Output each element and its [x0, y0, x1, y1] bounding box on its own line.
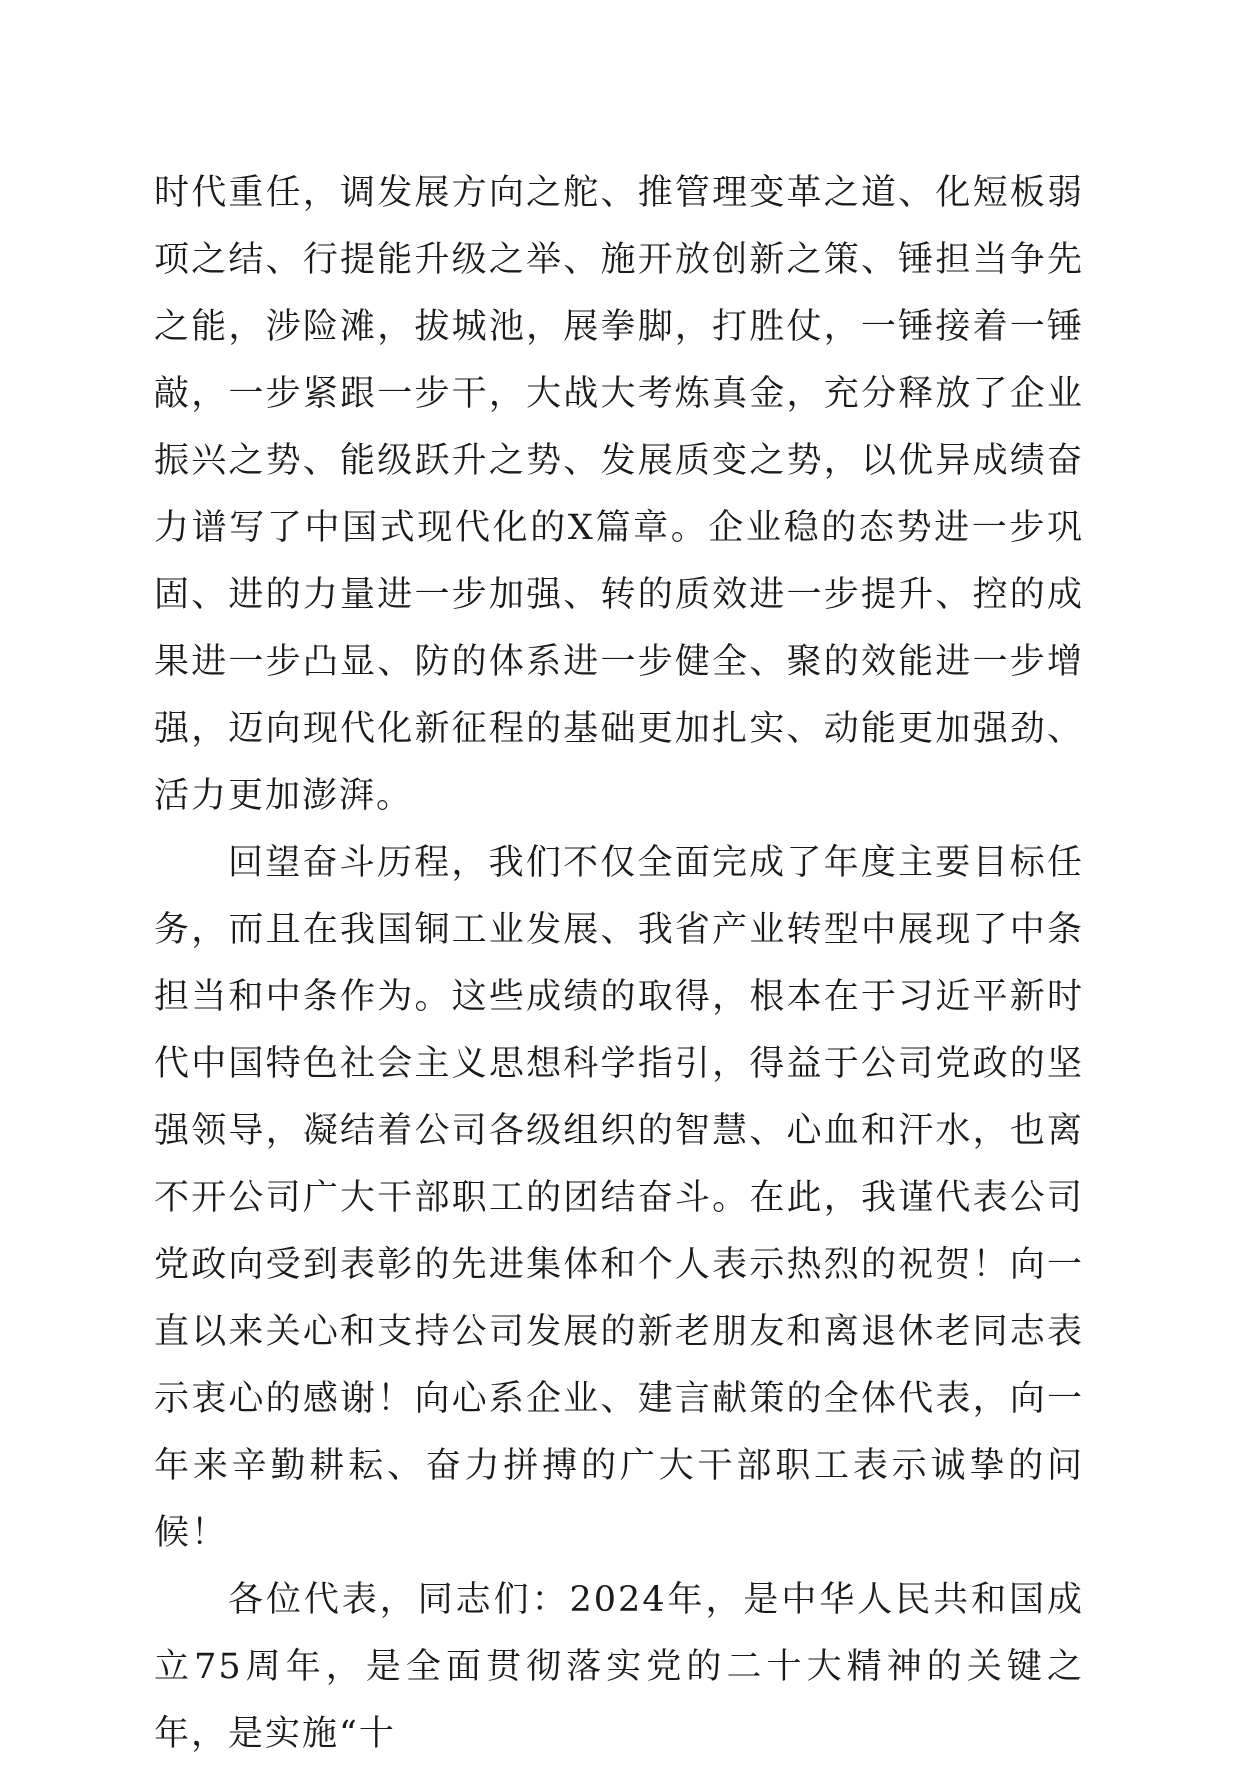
- paragraph-3: 各位代表，同志们：2024年，是中华人民共和国成立75周年，是全面贯彻落实党的二十大精神的关键之年，是实施“十: [154, 1580, 1084, 1754]
- paragraph-2: 回望奋斗历程，我们不仅全面完成了年度主要目标任务，而且在我国铜工业发展、我省产业转型中展现了中条担当和中条作为。这些成绩的取得，根本在于习近平新时代中国特色社会主义思想科学指引，得益于公司党政的坚强领导，凝结着公司各级组织的智慧、心血和汗水，也离不开公司广大干部职工的团结奋斗。在此，我谨代表公司党政向受到表彰的先进集体和个人表示热烈的祝贺！向一直以来关心和支持公司发展的新老朋友和离退休老同志表示衷心的感谢！向心系企业、建言献策的全体代表，向一年来辛勤耕耘、奋力拼搏的广大干部职工表示诚挚的问候！: [154, 843, 1084, 1553]
- document-body: [154, 160, 1084, 1768]
- paragraph-1: 时代重任，调发展方向之舵、推管理变革之道、化短板弱项之结、行提能升级之举、施开放创新之策、锤担当争先之能，涉险滩，拔城池，展拳脚，打胜仗，一锤接着一锤敲，一步紧跟一步干，大战大考炼真金，充分释放了企业振兴之势、能级跃升之势、发展质变之势，以优异成绩奋力谱写了中国式现代化的X篇章。企业稳的态势进一步巩固、进的力量进一步加强、转的质效进一步提升、控的成果进一步凸显、防的体系进一步健全、聚的效能进一步增强，迈向现代化新征程的基础更加扎实、动能更加强劲、活力更加澎湃。: [154, 173, 1084, 816]
